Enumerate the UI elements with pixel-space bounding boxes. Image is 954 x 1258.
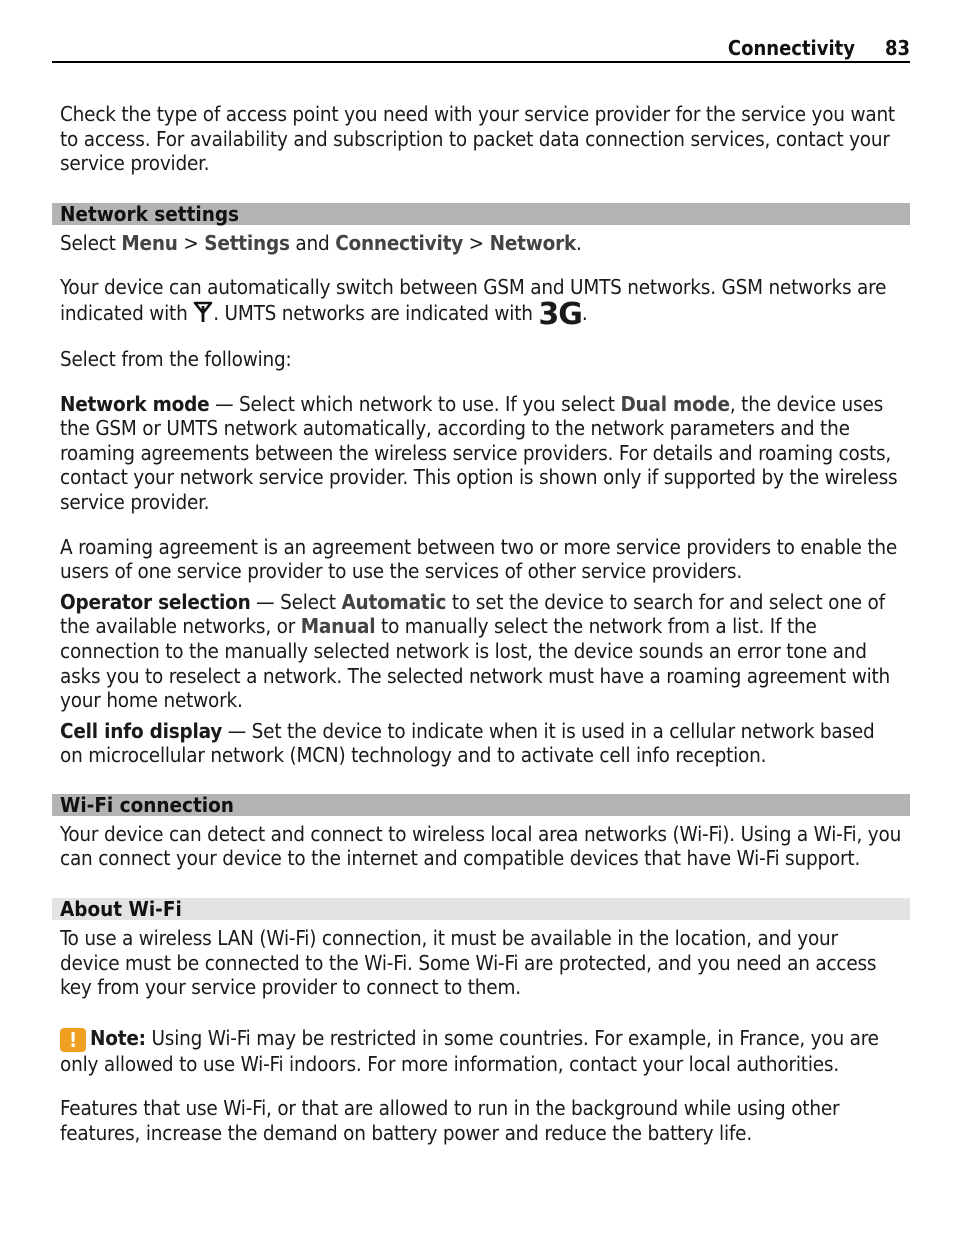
cell-info-label: Cell info display [60,718,223,743]
warning-icon: ! [60,1028,86,1052]
note-text: Using Wi-Fi may be restricted in some countries. For example, in France, you are only allowed to use Wi-Fi indoors. For more information, contact your local authorities. [60,1025,879,1076]
dual-mode-value: Dual mode [620,391,730,416]
menu-path-network: Network [489,230,577,255]
select-following-text: Select from the following: [60,346,292,371]
page-header [52,33,910,63]
path-prefix: Select [60,230,116,255]
network-settings-path [52,231,910,256]
cell-info-text: — Set the device to indicate when it is used in a cellular network based on microcellular network (MCN) technology and to activate cell info reception. [60,718,875,768]
page-number: 83 [884,36,910,60]
gsm-antenna-icon [193,300,213,324]
note-paragraph [52,1026,910,1077]
operator-text-2: to set the device to search for and select one of the available networks, or [60,589,885,639]
path-separator: > [183,230,205,255]
menu-path-menu: Menu [121,230,178,255]
cell-info-option [52,719,910,768]
network-mode-option [52,392,910,515]
umts-3g-icon: 3G [538,296,582,332]
menu-path-connectivity: Connectivity [335,230,464,255]
path-separator: > [463,230,490,255]
battery-paragraph: Features that use Wi-Fi, or that are allowed to run in the background while using other features, increase the demand on battery power and reduce the battery life. [60,1096,840,1146]
automatic-value: Automatic [341,589,447,614]
menu-path-settings: Settings [204,230,290,255]
operator-selection-option [52,590,910,713]
network-settings-heading: Network settings [52,203,910,225]
roaming-paragraph: A roaming agreement is an agreement between two or more service providers to enable the users of one service provider to use the services of other service providers. [60,534,898,584]
operator-text-3: to manually select the network from a list. If the connection to the manually selected network is lost, the device sounds an error tone and asks you to reselect a network. The selected network must have a roaming agreement with your home network. [60,614,891,713]
network-mode-text: — Select which network to use. If you select [209,391,615,416]
network-mode-text-2: , the device uses the GSM or UMTS network automatically, according to the network parameters and the roaming agreements between the wireless service providers. For details and roaming costs, contact your network service provider. This option is shown only if supported by the wireless service provider. [60,391,898,514]
switch-text-2: . UMTS networks are indicated with [213,300,533,325]
network-mode-label: Network mode [60,391,210,416]
note-label: Note: [90,1025,146,1050]
operator-selection-label: Operator selection [60,589,251,614]
wifi-connection-heading: Wi-Fi connection [52,794,910,816]
path-and: and [295,230,330,255]
header-section-title: Connectivity [727,36,855,60]
wifi-paragraph: Your device can detect and connect to wireless local area networks (Wi-Fi). Using a Wi-Fi, you can connect your device to the internet and compatible devices that have Wi-Fi support. [60,821,902,871]
switch-text-3: . [581,300,588,325]
path-period: . [576,230,582,255]
operator-text: — Select [250,589,336,614]
about-wifi-paragraph: To use a wireless LAN (Wi-Fi) connection, it must be available in the location, and your device must be connected to the Wi-Fi. Some Wi-Fi are protected, and you need an access key from your service provider to connect to them. [60,926,877,1000]
page-content [52,102,910,1146]
manual-value: Manual [300,614,376,639]
network-switch-paragraph [52,275,910,332]
about-wifi-heading: About Wi-Fi [52,898,910,920]
intro-paragraph: Check the type of access point you need with your service provider for the service you want to access. For availability and subscription to packet data connection services, contact your service provider. [60,102,895,176]
switch-text: Your device can automatically switch between GSM and UMTS networks. GSM networks are indicated with [60,275,887,325]
